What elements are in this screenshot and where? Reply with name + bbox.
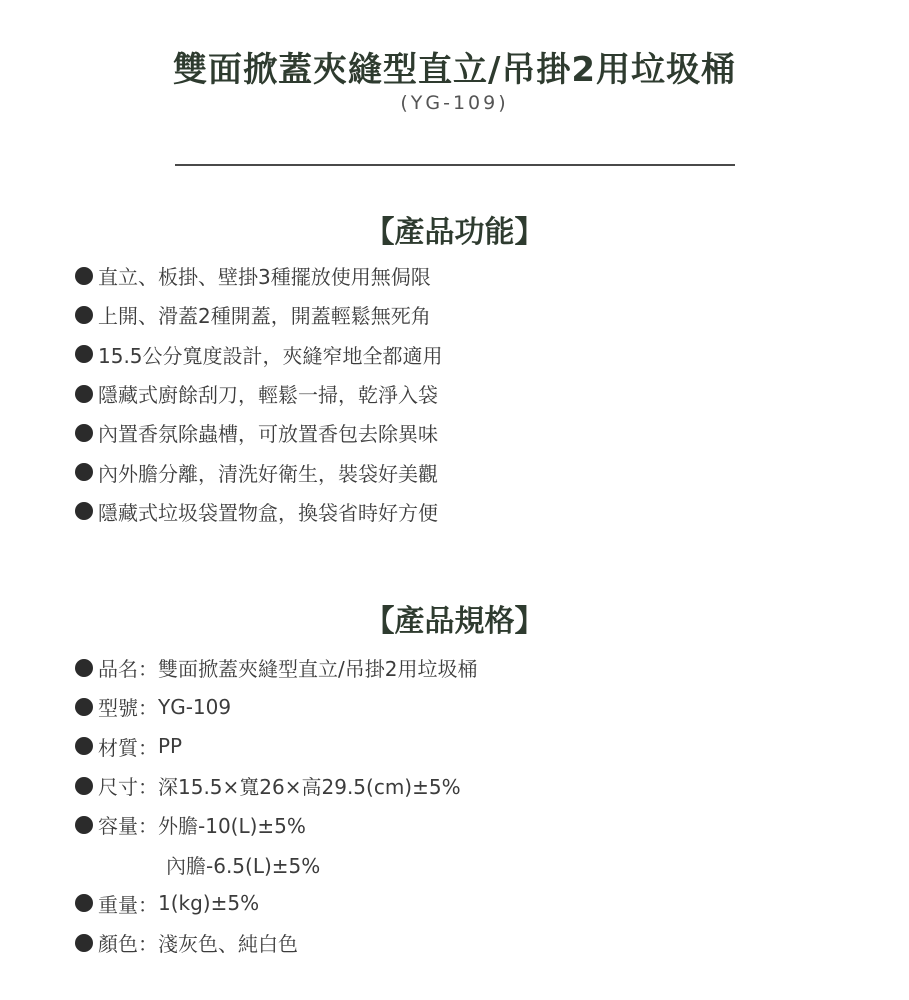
feature-text: 內外膽分離，清洗好衛生，裝袋好美觀 [98,461,438,486]
bullet-icon [75,424,93,442]
spec-label: 品名 [98,657,138,682]
spec-value: 淺灰色、純白色 [158,932,298,957]
spec-value: 內膽-6.5(L)±5% [166,853,321,878]
spec-label: 重量 [98,892,138,917]
feature-item [75,335,443,374]
spec-separator: ： [138,932,158,957]
bullet-icon [75,698,93,716]
bullet-icon [75,816,93,834]
spec-label: 型號 [98,696,138,721]
spec-value: PP [158,734,183,759]
feature-item [75,374,443,413]
spec-value: 外膽-10(L)±5% [158,814,306,839]
spec-value: 雙面掀蓋夾縫型直立/吊掛2用垃圾桶 [158,657,478,682]
bullet-icon [75,345,93,363]
feature-text: 內置香氛除蟲槽，可放置香包去除異味 [98,422,438,447]
bullet-icon [75,306,93,324]
feature-item [75,413,443,452]
spec-value: 1(kg)±5% [158,891,260,916]
feature-text: 隱藏式廚餘刮刀，輕鬆一掃，乾淨入袋 [98,383,438,408]
specs-list [75,648,477,962]
bullet-icon [75,934,93,952]
specs-heading: 【產品規格】 [364,604,545,639]
spec-item-material [75,727,477,766]
bullet-icon [75,267,93,285]
spec-item-size [75,766,477,805]
feature-item [75,452,443,491]
spec-label: 顏色 [98,932,138,957]
feature-text: 直立、板掛、壁掛3種擺放使用無侷限 [98,265,431,290]
bullet-icon [75,385,93,403]
feature-text: 隱藏式垃圾袋置物盒，換袋省時好方便 [98,500,438,525]
bullet-icon [75,502,93,520]
page-title: 雙面掀蓋夾縫型直立/吊掛2用垃圾桶 [172,50,737,90]
divider [175,164,735,166]
spec-label: 材質 [98,735,138,760]
spec-item-weight [75,884,477,923]
spec-separator: ： [138,735,158,760]
bullet-icon [75,463,93,481]
feature-item [75,256,443,295]
model-number: (YG-109) [400,92,509,114]
spec-value: YG-109 [158,694,232,719]
spec-item-capacity [75,805,477,844]
bullet-icon [75,737,93,755]
bullet-icon [75,659,93,677]
spec-item-name [75,648,477,687]
spec-separator: ： [138,657,158,682]
bullet-icon [75,777,93,795]
feature-item [75,492,443,531]
spec-item-color [75,923,477,962]
features-heading: 【產品功能】 [364,215,545,250]
spec-separator: ： [138,814,158,839]
spec-label: 尺寸 [98,775,138,800]
spec-separator: ： [138,696,158,721]
features-list [75,256,443,531]
spec-value: 深15.5×寬26×高29.5(cm)±5% [158,775,461,800]
spec-item-model [75,687,477,726]
feature-text: 上開、滑蓋2種開蓋，開蓋輕鬆無死角 [98,304,431,329]
bullet-icon [75,894,93,912]
feature-text: 15.5公分寬度設計，夾縫窄地全都適用 [98,343,443,368]
spec-separator: ： [138,892,158,917]
spec-item-capacity-inner [75,844,477,883]
feature-item [75,295,443,334]
spec-separator: ： [138,775,158,800]
spec-label: 容量 [98,814,138,839]
